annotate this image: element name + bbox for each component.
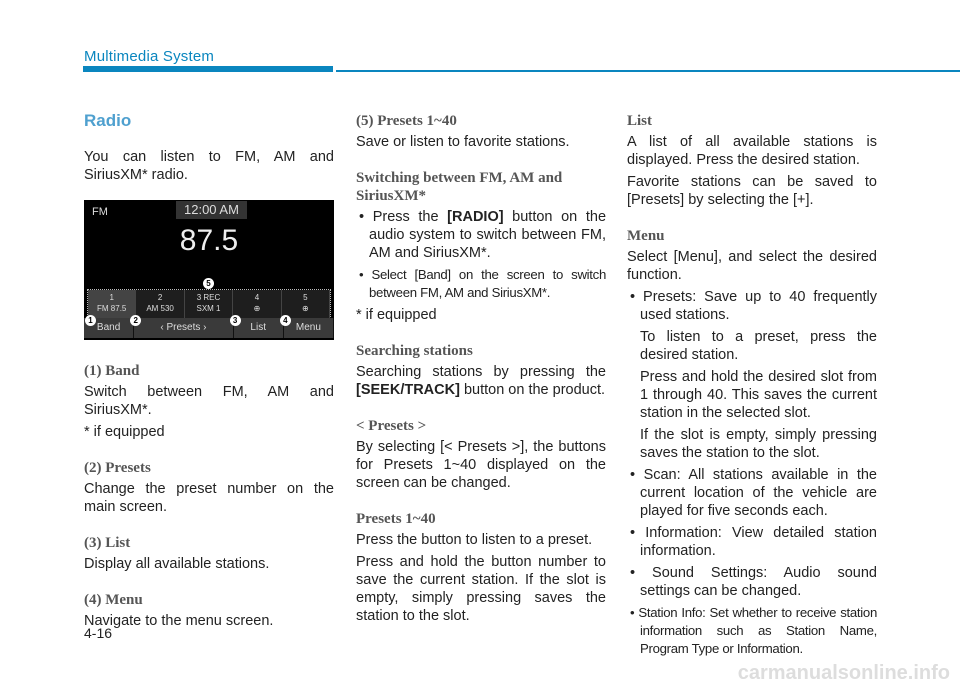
searching-text: Searching stations by pressing the [SEEK/TRACK] button on the product.	[356, 364, 606, 398]
menu-bullet: • Sound Settings: Audio sound settings can be changed.	[627, 564, 877, 600]
band-text: Switch between FM, AM and SiriusXM*.	[84, 384, 334, 418]
section-header: Multimedia System	[84, 48, 215, 65]
presets-nav-heading: < Presets >	[356, 418, 427, 434]
preset-slot: 2 AM 530	[136, 290, 184, 318]
preset-row	[87, 289, 331, 319]
presets-heading: (2) Presets	[84, 460, 151, 476]
menu-heading: Menu	[627, 228, 665, 244]
list-heading: (3) List	[84, 535, 131, 551]
menu-subtext: If the slot is empty, simply pressing saves the station to the slot.	[640, 427, 877, 461]
screen-band: FM	[92, 206, 108, 218]
preset-slot: 4 ⊕	[233, 290, 281, 318]
header-bar	[83, 66, 333, 72]
radio-screen-image	[84, 200, 334, 340]
searching-heading: Searching stations	[356, 343, 473, 359]
menu-subtext: To listen to a preset, press the desired station.	[640, 329, 877, 363]
list-text: A list of all available stations is displayed. Press the desired station.	[627, 134, 877, 168]
menu-bullet: • Station Info: Set whether to receive station information such as Station Name, Program Type or Information.	[627, 604, 877, 658]
switching-heading: Switching between FM, AM and SiriusXM*	[356, 170, 563, 204]
menu-bullet: • Information: View detailed station information.	[627, 524, 877, 560]
presets-1-40-text: Press the button to listen to a preset.	[356, 532, 593, 548]
band-note: * if equipped	[84, 424, 165, 440]
softkey-menu: 4 Menu	[284, 318, 334, 338]
page-title: Radio	[84, 111, 132, 130]
softkey-list: 3 List	[234, 318, 284, 338]
menu-bullet: • Scan: All stations available in the current location of the vehicle are played for five seconds each.	[627, 466, 877, 520]
menu-bullet: • Presets: Save up to 40 frequently used stations.	[627, 288, 877, 324]
switching-bullet: • Select [Band] on the screen to switch between FM, AM and SiriusXM*.	[356, 266, 606, 302]
column-3	[627, 110, 877, 662]
menu-subtext: Press and hold the desired slot from 1 through 40. This saves the current station in the selected slot.	[640, 369, 877, 421]
softkey-band: 1 Band	[84, 318, 134, 338]
preset-slot: 5 ⊕	[282, 290, 330, 318]
screen-clock: 12:00 AM	[176, 201, 247, 219]
list-text: Favorite stations can be saved to [Presets] by selecting the [+].	[627, 174, 877, 208]
preset-slot: 1 FM 87.5	[88, 290, 136, 318]
page-number: 4-16	[84, 625, 113, 641]
list-text: Display all available stations.	[84, 556, 270, 572]
softkey-presets: 2 ‹ Presets ›	[134, 318, 233, 338]
softkey-row	[84, 318, 334, 338]
menu-text: Select [Menu], and select the desired function.	[627, 249, 877, 283]
preset-slot: 3 REC SXM 1	[185, 290, 233, 318]
callout-5: 5	[203, 278, 214, 289]
band-heading: (1) Band	[84, 363, 140, 379]
presets-text: Change the preset number on the main screen.	[84, 481, 334, 515]
screen-frequency: 87.5	[179, 224, 239, 257]
presets-nav-text: By selecting [< Presets >], the buttons for Presets 1~40 displayed on the screen can be changed.	[356, 439, 606, 491]
switching-note: * if equipped	[356, 307, 437, 323]
list-heading: List	[627, 113, 653, 129]
presets-1-40-text: Press and hold the button number to save the current station. If the slot is empty, simply pressing saves the station to the slot.	[356, 554, 606, 624]
switching-bullet: • Press the [RADIO] button on the audio system to switch between FM, AM and SiriusXM*.	[356, 208, 606, 262]
menu-heading: (4) Menu	[84, 592, 143, 608]
column-1	[84, 110, 334, 634]
presets140-text: Save or listen to favorite stations.	[356, 134, 570, 150]
presets-1-40-heading: Presets 1~40	[356, 511, 436, 527]
intro-text: You can listen to FM, AM and SiriusXM* radio.	[84, 149, 334, 183]
presets140-heading: (5) Presets 1~40	[356, 113, 457, 129]
menu-text: Navigate to the menu screen.	[84, 613, 274, 629]
header-rule	[336, 70, 960, 72]
watermark: carmanualsonline.info	[737, 662, 950, 684]
column-2	[356, 110, 606, 629]
